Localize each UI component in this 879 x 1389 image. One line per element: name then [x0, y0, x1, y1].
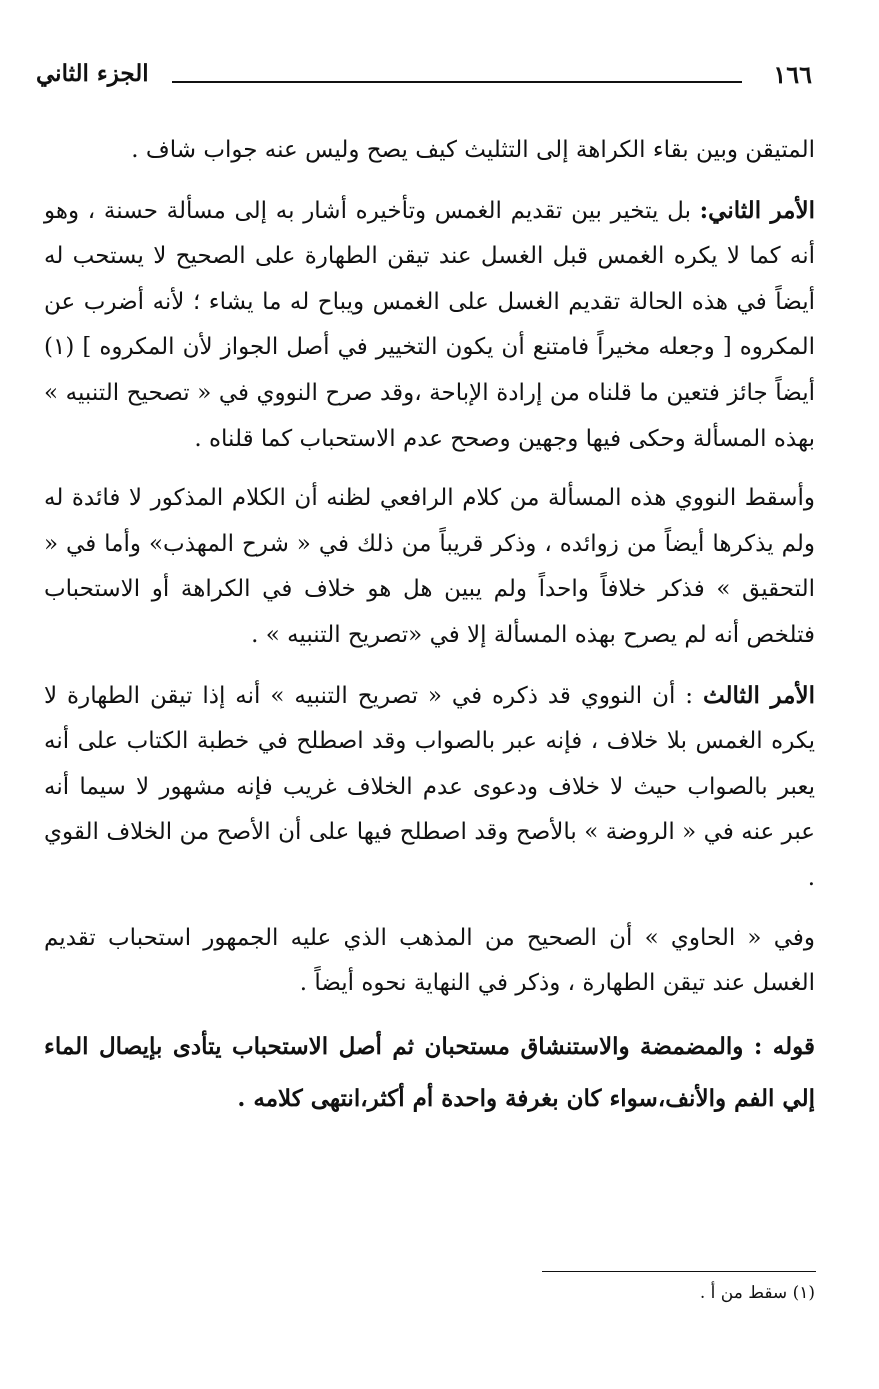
paragraph-text: وأسقط النووي هذه المسألة من كلام الرافعي لظنه أن الكلام المذكور لا فائدة له ولم يذكرها أيضاً من زوائده ، وذكر قريباً من ذلك في « شرح المهذب» وأما في « التحقيق » فذكر خلافاً واحداً ولم يبين هل هو خلاف في الكراهة أو الاستحباب فتلخص أنه لم يصرح بهذه المسألة إلا في «تصريح التنبيه » .	[44, 485, 815, 648]
header-title: الجزء الثاني	[36, 60, 149, 87]
quote-text: قوله : والمضمضة والاستنشاق مستحبان ثم أصل الاستحباب يتأدى بإيصال الماء إلي الفم والأنف،سواء كان بغرفة واحدة أم أكثر،انتهى كلامه .	[44, 1032, 815, 1112]
paragraph-2	[44, 188, 815, 463]
page-number: ١٦٦	[773, 60, 812, 89]
paragraph-lead: الأمر الثاني:	[699, 196, 815, 224]
paragraph-1	[44, 128, 815, 174]
running-header	[36, 60, 812, 100]
quoted-passage	[44, 1021, 815, 1125]
paragraph-5	[44, 916, 815, 1007]
footnote: (١) سقط من أ .	[699, 1283, 815, 1303]
paragraph-text: بل يتخير بين تقديم الغمس وتأخيره أشار به إلى مسألة حسنة ، وهو أنه كما لا يكره الغمس قبل الغسل عند تيقن الطهارة على الصحيح لا يستحب له أيضاً في هذه الحالة تقديم الغسل على الغمس ويباح له ما يشاء ؛ لأنه أضرب عن المكروه [ وجعله مخيراً فامتنع أن يكون التخيير في أصل الجواز لأن المكروه ] (١) أيضاً جائز فتعين ما قلناه من إرادة الإباحة ،وقد صرح النووي في « تصحيح التنبيه » بهذه المسألة وحكى فيها وجهين وصحح عدم الاستحباب كما قلناه .	[44, 197, 815, 452]
paragraph-text: وفي « الحاوي » أن الصحيح من المذهب الذي عليه الجمهور استحباب تقديم الغسل عند تيقن الطهارة ، وذكر في النهاية نحوه أيضاً .	[44, 924, 815, 997]
footnote-rule	[542, 1271, 816, 1272]
paragraph-lead: الأمر الثالث	[702, 681, 816, 709]
paragraph-4	[44, 673, 815, 902]
paragraph-text: المتيقن وبين بقاء الكراهة إلى التثليث كيف يصح وليس عنه جواب شاف .	[131, 137, 815, 163]
header-rule	[172, 81, 742, 83]
paragraph-text: : أن النووي قد ذكره في « تصريح التنبيه » أنه إذا تيقن الطهارة لا يكره الغمس بلا خلاف ، فإنه عبر بالصواب وقد اصطلح في خطبة الكتاب على أنه يعبر بالصواب حيث لا خلاف ودعوى عدم الخلاف غريب فإنه مشهور لا سيما أنه عبر عنه في « الروضة » بالأصح وقد اصطلح فيها على أن الأصح من الخلاف القوي .	[44, 682, 815, 891]
body-text	[44, 128, 815, 1139]
paragraph-3	[44, 476, 815, 658]
